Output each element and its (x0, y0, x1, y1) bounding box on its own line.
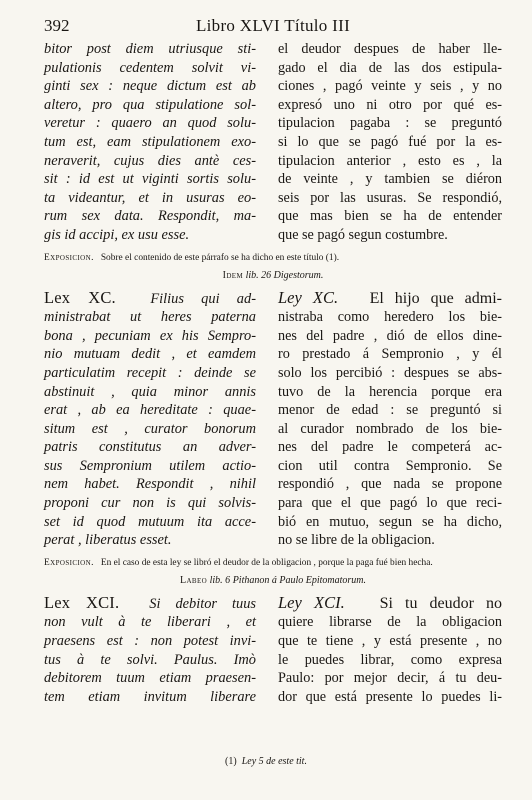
text-line: respondió , que nada se propone (278, 476, 502, 493)
text-line: non vult à te liberari , et (44, 614, 256, 631)
text-line: de veinte , y tambien se diéron (278, 171, 502, 188)
citation-book: lib. 26 (245, 269, 272, 281)
text-line: el deudor despues de haber lle- (278, 41, 502, 57)
text-line: sus Sempronium utilem actio- (44, 457, 256, 474)
text-line: abstinuit , quia minor annis (44, 383, 256, 400)
citation-author: Idem (222, 269, 244, 281)
spanish-column (278, 594, 502, 707)
text-line: tipulacion anterior , esto es , la (278, 152, 502, 169)
text-line: pulationis cedentem solvit vi- (44, 59, 256, 76)
text-line (278, 594, 502, 614)
latin-column (44, 289, 256, 550)
text-line: dor que está presente lo puedes li- (278, 688, 502, 705)
text-line: particulatim recepit : deinde se (44, 364, 256, 381)
text-line: solo los percibió : despues se abs- (278, 364, 502, 381)
text-line: nistraba como heredero los bie- (278, 309, 502, 326)
text-line: ciones , pagó veinte y seis , y no (278, 78, 502, 95)
text-line: patris constitutus an adver- (44, 439, 256, 456)
text-line: cion util contra Sempronio. Se (278, 457, 502, 474)
text-line: ta videantur, et in usuras eo- (44, 189, 256, 206)
text-line: proponi cur non is qui solvis- (44, 495, 256, 512)
text-line: al curador nombrado de los bie- (278, 420, 502, 437)
text-line: no se libre de la obligacion. (278, 532, 435, 549)
text-line: nes del padre , dió de ellos dine- (278, 327, 502, 344)
exposicion-text: Sobre el contenido de este párrafo se ha dicho en este título (1). (100, 252, 340, 263)
law-heading: Lex XCI. (44, 592, 120, 612)
citation-work: Pithanon á Paulo Epitomatorum. (232, 574, 367, 586)
source-citation (44, 575, 502, 586)
text-line: seis por las usuras. Se respondió, (278, 189, 502, 206)
text-line (278, 289, 502, 309)
text-line: sit : id est ut viginti sortis solu- (44, 171, 256, 188)
text-line: altero, pro qua stipulatione sol- (44, 96, 256, 113)
text-line: rum sex data. Respondit, ma- (44, 208, 256, 225)
text-line: set id quod mutuum ita acce- (44, 513, 256, 530)
text-line: ginti sex : neque dictum est ab (44, 78, 256, 95)
text-line: nes del padre le competerá ac- (278, 439, 502, 456)
text-line: que mas bien se ha de entender (278, 208, 502, 225)
law-first-words: Si debitor tuus (149, 595, 256, 612)
spanish-column (278, 289, 502, 550)
page-number: 392 (44, 16, 70, 35)
section-lex-90 (44, 289, 502, 550)
text-line: bió en mutuo, segun se ha dicho, (278, 513, 502, 530)
text-line: quiere librarse de la obligacion (278, 614, 502, 631)
citation-work: Digestorum. (273, 269, 324, 281)
exposicion-label: Exposicion. (44, 252, 94, 263)
law-first-words: El hijo que admi- (369, 289, 502, 307)
latin-column (44, 40, 256, 245)
text-line: gado el dia de las dos estipula- (278, 59, 502, 76)
text-line: ro prestado á Sempronio , y él (278, 346, 502, 363)
exposicion-label: Exposicion. (44, 557, 94, 568)
text-line (44, 594, 256, 614)
law-first-words: Filius qui ad- (150, 290, 256, 307)
text-line: tuvo de la herencia porque era (278, 383, 502, 400)
law-first-words: Si tu deudor no (379, 594, 503, 612)
text-line: para que el que pagó lo que reci- (278, 495, 502, 512)
exposicion-note (44, 251, 502, 265)
exposicion-note (44, 556, 502, 570)
text-line (44, 289, 256, 309)
text-line: le puedes librar, como expresa (278, 651, 502, 668)
law-heading: Lex XC. (44, 287, 116, 307)
law-heading: Ley XCI. (278, 592, 345, 612)
text-line: tipulacion pagaba : se preguntó (278, 115, 502, 132)
source-citation (44, 270, 502, 281)
page-header (44, 14, 502, 40)
text-line: debitorem tuum etiam praesen- (44, 670, 256, 687)
footnote-marker: (1) (225, 756, 237, 767)
text-line: nio mutuam dedit , et eamdem (44, 346, 256, 363)
text-line: situm est , curator bonorum (44, 420, 256, 437)
text-line: ministrabat ut heres paterna (44, 309, 256, 326)
footnote-text: Ley 5 de este tit. (241, 756, 307, 767)
text-line: bona , pecuniam ex his Sempro- (44, 327, 256, 344)
text-line: que se pagó segun costumbre. (278, 226, 448, 243)
text-line: gis id accipi, ex usu esse. (44, 226, 190, 243)
running-title: Libro XLVI Título III (195, 16, 351, 35)
footnote (0, 756, 532, 767)
text-line: nem habet. Respondit , nihil (44, 476, 256, 493)
section-continuation (44, 40, 502, 245)
spanish-column (278, 40, 502, 245)
text-line: neraverit, cujus dies antè ces- (44, 152, 256, 169)
section-lex-91 (44, 594, 502, 707)
text-line: veretur : quaero an quod solu- (44, 115, 256, 132)
citation-author: Labeo (179, 574, 208, 586)
text-line: menor de edad : se preguntó si (278, 402, 502, 419)
text-line: tus à te solvi. Paulus. Imò (44, 651, 256, 668)
text-line: bitor post diem utriusque sti- (44, 41, 256, 57)
text-line: si lo que se pagó fué por la es- (278, 133, 502, 150)
exposicion-text: En el caso de esta ley se libró el deudor de la obligacion , porque la paga fué bien hecha. (100, 557, 433, 568)
text-line: que te tiene , y está presente , no (278, 633, 502, 650)
text-line: erat , ab ea hereditate : quae- (44, 402, 256, 419)
text-line: expresó uno ni otro por qué es- (278, 96, 502, 113)
latin-column (44, 594, 256, 707)
citation-book: lib. 6 (209, 574, 231, 586)
text-line: tem etiam invitum liberare (44, 688, 256, 705)
text-line: Paulo: por mejor decir, á tu deu- (278, 670, 502, 687)
text-line: tum est, eam stipulationem exo- (44, 133, 256, 150)
text-line: perat , liberatus esset. (44, 532, 172, 549)
law-heading: Ley XC. (278, 287, 339, 307)
text-line: praesens est : non potest invi- (44, 633, 256, 650)
